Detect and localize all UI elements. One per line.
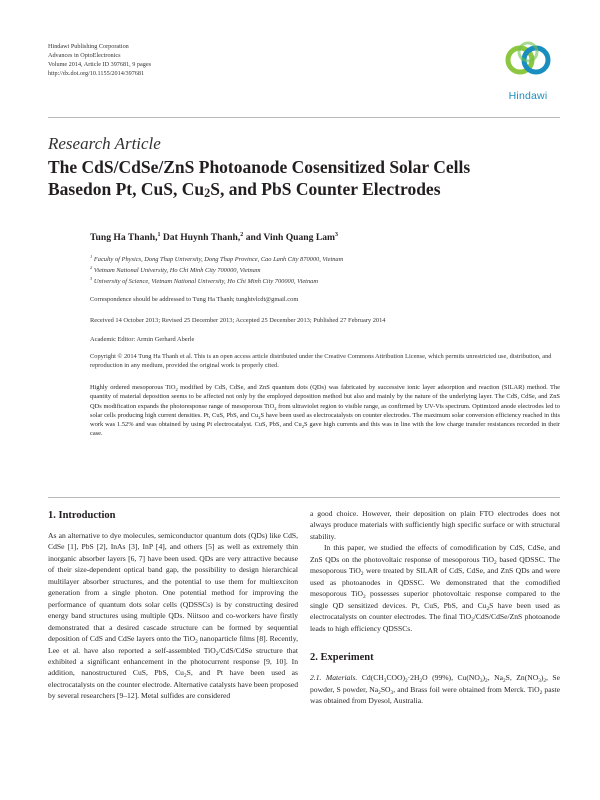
abstract [90, 383, 560, 439]
body-text: /CdS/CdSe/ZnS photoanode leads to high efficiency QDSSCs. [310, 612, 560, 633]
journal-name: Advances in OptoElectronics [48, 52, 121, 59]
sub: 2 [362, 594, 366, 601]
affil-num: 2 [90, 265, 93, 270]
abstract-text: modified by CdS, CdSe, and ZnS quantum dots (QDs) was fabricated by successive ionic layer adsorption and reaction (SILAR) method. The quantity of material deposition seems to be affected not only by the employed deposition method but also and mainly by the nature of the underlying layer. The CdS, CdSe, and ZnS QDs modification expands the photoresponse range of mesoporous TiO [90, 384, 560, 410]
title-subscript: 2 [204, 186, 211, 200]
author-sup: 3 [335, 232, 339, 238]
intro-heading: 1. Introduction [48, 510, 116, 521]
author-list [90, 232, 338, 243]
author-2[interactable]: Dat Huynh Thanh, [160, 232, 241, 244]
sub: 2 [183, 673, 187, 680]
body-text: nanoparticle films [8]. Recently, Lee et al. have also reported a self-assembled TiO [48, 634, 298, 655]
sub: 2 [175, 387, 178, 392]
body-text: paste was obtained from Dyesol, Australia. [310, 684, 560, 706]
sub: 2 [485, 678, 488, 685]
right-column [310, 508, 560, 707]
correspondence: Correspondence should be addressed to Tung Ha Thanh; tunghtvlcdt@gmail.com [90, 296, 299, 303]
academic-editor: Academic Editor: Armin Gerhard Aberle [90, 336, 195, 343]
body-text: possesses superior photovoltaic response compared to the single QD sensitized devices. Pt, CuS, PbS, and Cu [310, 589, 561, 610]
affil-text: Vietnam National University, Ho Chi Minh City 700000, Vietnam [93, 267, 261, 275]
title-part: Basedon Pt, CuS, Cu [48, 179, 205, 199]
experiment-heading: 2. Experiment [310, 651, 374, 663]
sub: 2 [405, 678, 408, 685]
sub: 2 [419, 678, 423, 685]
affil-num: 3 [90, 276, 93, 281]
body-text: , Na [487, 673, 503, 683]
sub: 3 [538, 678, 541, 685]
logo-text: Hindawi [508, 90, 548, 102]
article-type: Research Article [48, 134, 161, 153]
volume-info: Volume 2014, Article ID 397681, 9 pages [48, 61, 151, 68]
sub: 2 [486, 605, 490, 612]
author-sup: 2 [240, 232, 244, 238]
sub: 2 [502, 678, 506, 685]
sub: 2 [378, 689, 381, 696]
body-text: ·2H [407, 673, 420, 683]
body-text: based QDSSC. The mesoporous TiO [310, 554, 560, 576]
body-paragraph: a good choice. However, their deposition on plain FTO electrodes does not always produce materials with sufficiently high specific surface or with structural stability. [310, 509, 560, 541]
title-part: S, and PbS Counter Electrodes [210, 179, 441, 199]
materials-paragraph [310, 672, 560, 706]
affiliation-2 [90, 265, 260, 274]
subsection-label: 2.1. Materials. [310, 673, 358, 683]
article-title [48, 156, 568, 200]
body-text: Cd(CH [357, 673, 384, 683]
intro-body [48, 530, 298, 702]
author-1[interactable]: Tung Ha Thanh, [90, 232, 158, 244]
body-text: In this paper, we studied the effects of comodification by CdS, CdSe, and ZnS QDs on the photovoltaic response of mesoporous TiO [310, 543, 560, 564]
copyright-notice: Copyright © 2014 Tung Ha Thanh et al. This is an open access article distributed under the Creative Commons Attribution License, which permits unrestricted use, distribution, and reproduction in any medium, provided the original work is properly cited. [90, 353, 552, 370]
author-sup: 1 [157, 232, 161, 238]
body-text: ) [482, 673, 486, 683]
publication-dates: Received 14 October 2013; Revised 25 December 2013; Accepted 25 December 2013; Published 27 February 2014 [90, 317, 386, 324]
hindawi-rings-icon [497, 36, 559, 90]
sub: 3 [479, 678, 483, 685]
sub: 2 [539, 689, 543, 696]
body-text: were treated by SILAR of CdS, CdSe, and ZnS QDs and were used as photoanodes in QDSSC. We demonstrated that the comodified mesoporous TiO [310, 566, 560, 599]
sub: 3 [383, 678, 387, 685]
affiliation-3 [90, 276, 318, 285]
sub: 2 [360, 571, 364, 578]
section-rule [48, 497, 560, 498]
affil-num: 1 [90, 254, 93, 259]
affiliation-1 [90, 254, 343, 263]
sub: 2 [494, 559, 497, 566]
affil-text: Faculty of Physics, Dong Thap University, Dong Thap Province, Cao Lanh City 870000, Vietnam [93, 256, 344, 264]
title-line-1: The CdS/CdSe/ZnS Photoanode Cosensitized Solar Cells [48, 157, 471, 177]
body-text: COO) [386, 673, 405, 683]
sub: 2 [301, 424, 304, 430]
sub: 3 [390, 689, 394, 696]
author-3[interactable]: and Vinh Quang Lam [243, 232, 336, 244]
title-line-2 [48, 178, 568, 200]
body-text: O (99%), Cu(NO [422, 673, 480, 683]
body-text: SO [380, 684, 391, 694]
abstract-text: from ultraviolet region to visible range, as confirmed by UV-Vis spectrum. Optimized anode electrodes led to solar cells producing high current densities. Pt, CuS, PbS, and Cu [90, 402, 560, 419]
abstract-text: S gave high currents and this was in line with the low charge transfer resistances recorded in their case. [90, 421, 560, 438]
body-text: , and Brass foil were obtained from Merck. TiO [393, 684, 540, 694]
body-text: S, Zn(NO [505, 673, 539, 683]
doi-link[interactable]: http://dx.doi.org/10.1155/2014/397681 [48, 70, 145, 77]
hindawi-logo [497, 36, 559, 106]
sub: 2 [258, 414, 261, 420]
affil-text: University of Science, Vietnam National University, Ho Chi Minh City 700000, Vietnam [93, 278, 318, 286]
body-text: ) [540, 673, 544, 683]
body-text: , Se powder, S powder, Na [310, 673, 561, 694]
sub: 2 [215, 650, 219, 657]
abstract-text: S have been used as electrocatalysts on counter electrodes. The maximum solar conversion efficiency reached in this work was 1.52% and was obtained by using Pt electrocatalyst. CuS, PbS, and Cu [90, 411, 560, 429]
sub: 2 [543, 678, 547, 685]
sub: 2 [274, 405, 277, 411]
body-text: S, and Pt have been used as electrocatalysts on the counter electrode. Alternative catalysts have been proposed by several researchers [9–12]. Metal sulfides are considered [48, 668, 298, 701]
body-text: As an alternative to dye molecules, semiconductor quantum dots (QDs) like CdS, CdSe [1], PbS [2], InAs [3], InP [4], and others [5] as well as extremely thin inorganic absorber layers [6, 7] have been used. QDs are very attractive because of their size-dependent optical band gap, the possibility to design hierarchical multilayer absorber structures, and the potential to use them for multiexciton generation from a single photon. One potential method for improving the performance of quantum dots solar cells (QDSSCs) is by constructing desired energy band structures using multiple QDs. Niitsoo and co-workers have firstly demonstrated that a desired cascade structure can be formed by sequential deposition of CdS and CdSe layers onto the TiO [48, 531, 298, 644]
abstract-text: Highly ordered mesoporous TiO [90, 384, 176, 391]
body-text: /CdS/CdSe structure that exhibited a significant enhancement in the photocurrent response [9, 10]. In addition, nanostructured CuS, PbS, Cu [48, 645, 298, 678]
sub: 2 [195, 639, 198, 646]
body-paragraph [310, 542, 560, 634]
journal-header [48, 42, 151, 78]
body-text: S have been used as electrocatalysts on counter electrodes. The final TiO [310, 600, 560, 622]
publisher-name: Hindawi Publishing Corporation [48, 43, 129, 50]
header-rule [48, 117, 560, 118]
sub: 2 [471, 617, 474, 624]
